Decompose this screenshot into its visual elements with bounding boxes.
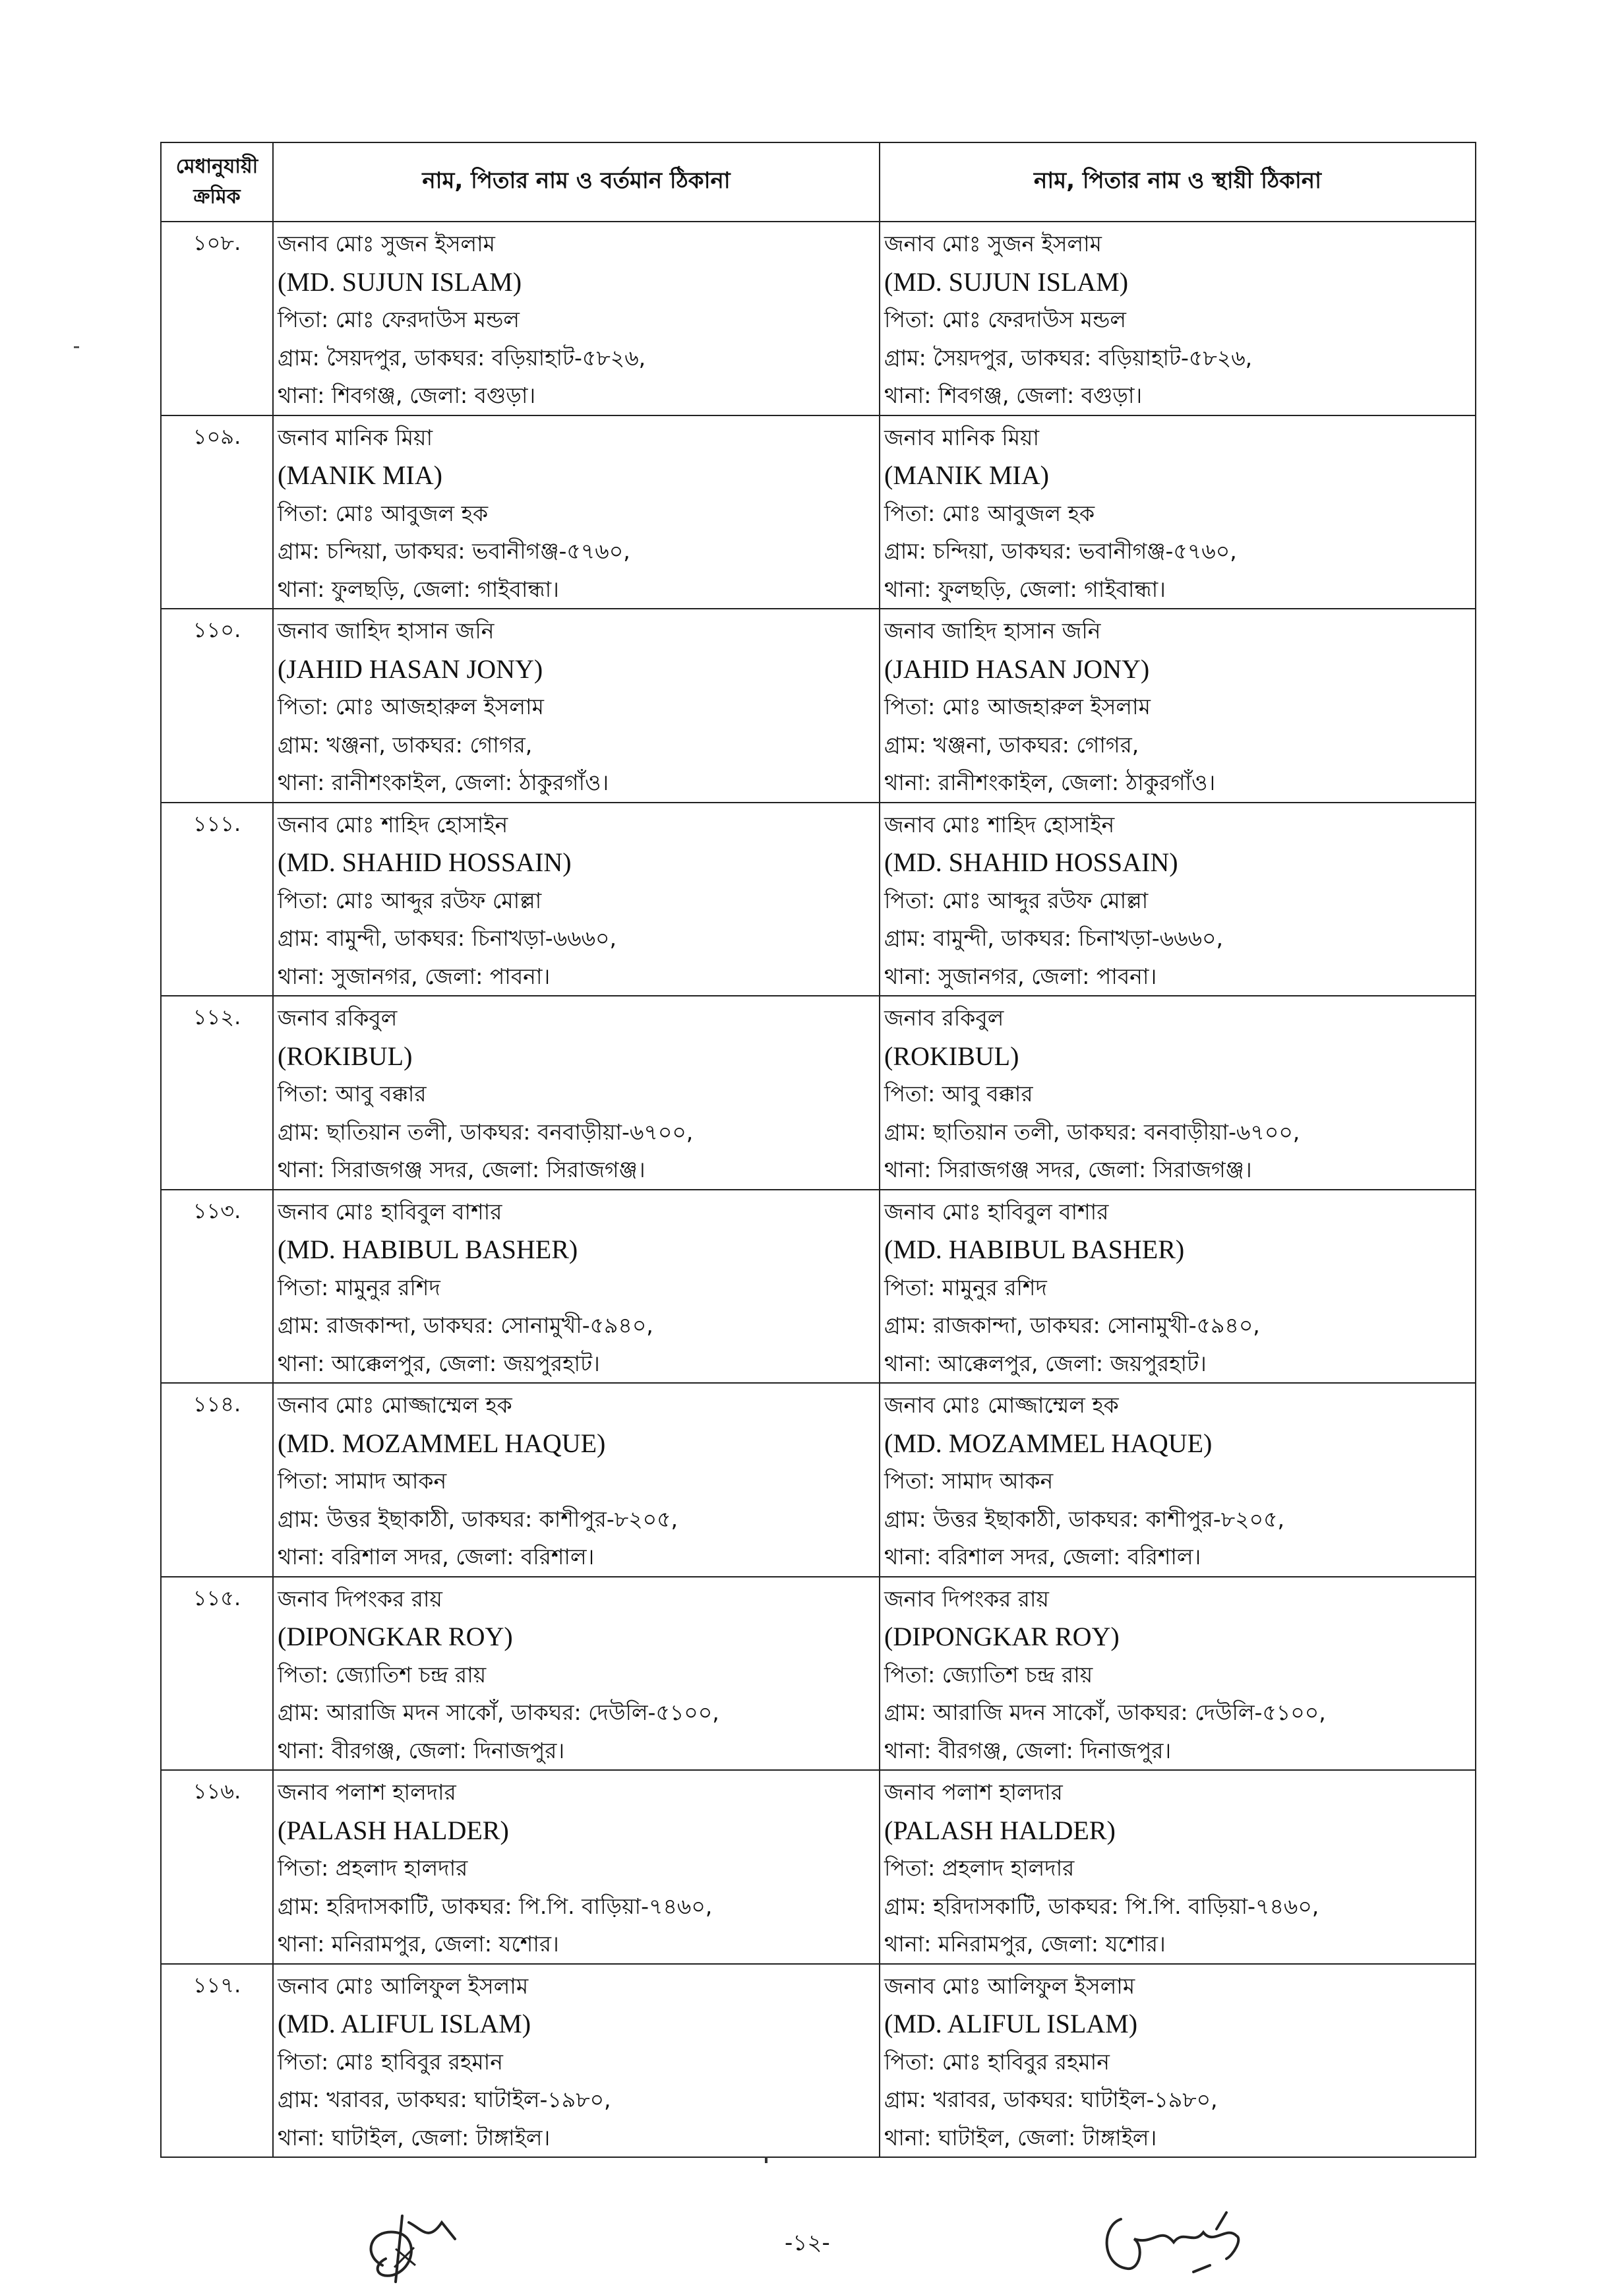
candidate-name: জনাব পলাশ হালদার [884, 1779, 1063, 1805]
permanent-address-cell [880, 996, 1476, 1190]
father-name: পিতা: মামুনুর রশিদ [884, 1274, 1047, 1300]
table-row [161, 1577, 1476, 1771]
thana-district: থানা: বরিশাল সদর, জেলা: বরিশাল। [278, 1544, 595, 1570]
father-name: পিতা: মামুনুর রশিদ [278, 1274, 440, 1300]
serial-number: ১১৪. [161, 1383, 273, 1577]
present-address-cell [273, 1770, 880, 1964]
candidate-name: জনাব মানিক মিয়া [884, 424, 1040, 450]
candidate-name-english: (ROKIBUL) [278, 1041, 413, 1071]
thana-district: থানা: শিবগঞ্জ, জেলা: বগুড়া। [884, 382, 1143, 408]
father-name: পিতা: মোঃ আজহারুল ইসলাম [278, 694, 544, 719]
table-body [161, 222, 1476, 2157]
candidate-name: জনাব পলাশ হালদার [278, 1779, 456, 1805]
village-post-office: গ্রাম: হরিদাসকাটি, ডাকঘর: পি.পি. বাড়িয়া-৭৪৬০, [884, 1893, 1319, 1919]
header-present-address: নাম, পিতার নাম ও বর্তমান ঠিকানা [273, 142, 880, 222]
candidate-name: জনাব মোঃ শাহিদ হোসাইন [884, 811, 1115, 838]
serial-number: ১১২. [161, 996, 273, 1190]
candidate-name-english: (DIPONGKAR ROY) [278, 1622, 513, 1651]
candidate-name-english: (JAHID HASAN JONY) [884, 654, 1150, 684]
father-name: পিতা: জ্যোতিশ চন্দ্র রায় [884, 1661, 1093, 1688]
serial-number: ১১৬. [161, 1770, 273, 1964]
serial-number: ১১৫. [161, 1577, 273, 1771]
candidate-name: জনাব মোঃ সুজন ইসলাম [884, 231, 1102, 257]
header-permanent-address: নাম, পিতার নাম ও স্থায়ী ঠিকানা [880, 142, 1476, 222]
candidate-name: জনাব মানিক মিয়া [278, 424, 433, 450]
thana-district: থানা: রানীশংকাইল, জেলা: ঠাকুরগাঁও। [884, 770, 1216, 795]
father-name: পিতা: সামাদ আকন [884, 1468, 1054, 1494]
candidate-name: জনাব মোঃ মোজ্জাম্মেল হক [278, 1392, 512, 1418]
candidate-name-english: (MD. SHAHID HOSSAIN) [884, 847, 1178, 877]
margin-mark [74, 346, 79, 348]
father-name: পিতা: মোঃ ফেরদাউস মন্ডল [884, 307, 1126, 332]
candidate-name-english: (MD. ALIFUL ISLAM) [884, 2009, 1138, 2038]
permanent-address-cell [880, 1964, 1476, 2158]
thana-district: থানা: মনিরামপুর, জেলা: যশোর। [884, 1931, 1166, 1957]
father-name: পিতা: আবু বক্কার [884, 1081, 1033, 1107]
village-post-office: গ্রাম: চন্দিয়া, ডাকঘর: ভবানীগঞ্জ-৫৭৬০, [884, 538, 1237, 564]
candidate-name-english: (MD. MOZAMMEL HAQUE) [884, 1428, 1213, 1458]
village-post-office: গ্রাম: রাজকান্দা, ডাকঘর: সোনামুখী-৫৯৪০, [884, 1312, 1260, 1338]
present-address-cell [273, 1383, 880, 1577]
signature-left [356, 2203, 475, 2288]
thana-district: থানা: সুজানগর, জেলা: পাবনা। [278, 963, 551, 989]
thana-district: থানা: সিরাজগঞ্জ সদর, জেলা: সিরাজগঞ্জ। [278, 1157, 646, 1182]
village-post-office: গ্রাম: খরাবর, ডাকঘর: ঘাটাইল-১৯৮০, [278, 2087, 611, 2112]
page-number: -১২- [785, 2230, 830, 2256]
candidate-name: জনাব রকিবুল [278, 1005, 398, 1031]
candidate-name-english: (DIPONGKAR ROY) [884, 1622, 1120, 1651]
village-post-office: গ্রাম: ছাতিয়ান তলী, ডাকঘর: বনবাড়ীয়া-৬৭০০, [884, 1118, 1300, 1145]
candidate-name: জনাব জাহিদ হাসান জনি [884, 618, 1101, 644]
village-post-office: গ্রাম: রাজকান্দা, ডাকঘর: সোনামুখী-৫৯৪০, [278, 1312, 653, 1338]
village-post-office: গ্রাম: উত্তর ইছাকাঠী, ডাকঘর: কাশীপুর-৮২০৫, [278, 1506, 678, 1532]
permanent-address-cell [880, 222, 1476, 415]
candidate-name: জনাব জাহিদ হাসান জনি [278, 618, 495, 644]
table-header-row [161, 142, 1476, 222]
signature-right [1095, 2199, 1266, 2279]
table-row [161, 415, 1476, 609]
thana-district: থানা: বীরগঞ্জ, জেলা: দিনাজপুর। [278, 1737, 565, 1763]
present-address-cell [273, 1964, 880, 2158]
candidate-name-english: (JAHID HASAN JONY) [278, 654, 543, 684]
candidate-name: জনাব মোঃ আলিফুল ইসলাম [278, 1973, 529, 1999]
father-name: পিতা: মোঃ আবুজল হক [278, 500, 489, 526]
candidate-name-english: (MD. SHAHID HOSSAIN) [278, 847, 572, 877]
table-row [161, 803, 1476, 996]
permanent-address-cell [880, 1770, 1476, 1964]
village-post-office: গ্রাম: খঞ্জনা, ডাকঘর: গোগর, [278, 731, 533, 758]
serial-number: ১১৩. [161, 1190, 273, 1384]
village-post-office: গ্রাম: সৈয়দপুর, ডাকঘর: বড়িয়াহাট-৫৮২৬, [278, 344, 646, 371]
village-post-office: গ্রাম: বামুন্দী, ডাকঘর: চিনাখড়া-৬৬৬০, [278, 925, 617, 951]
present-address-cell [273, 415, 880, 609]
present-address-cell [273, 222, 880, 415]
permanent-address-cell [880, 803, 1476, 996]
candidate-name-english: (MD. SUJUN ISLAM) [884, 266, 1129, 297]
scan-mark [765, 2157, 767, 2163]
candidate-name: জনাব দিপংকর রায় [884, 1585, 1049, 1612]
table-row [161, 1770, 1476, 1964]
candidate-name: জনাব মোঃ মোজ্জাম্মেল হক [884, 1392, 1119, 1418]
permanent-address-cell [880, 1190, 1476, 1384]
present-address-cell [273, 609, 880, 803]
village-post-office: গ্রাম: সৈয়দপুর, ডাকঘর: বড়িয়াহাট-৫৮২৬, [884, 344, 1253, 371]
table-row [161, 1964, 1476, 2158]
candidate-name-english: (MD. SUJUN ISLAM) [278, 266, 522, 297]
present-address-cell [273, 996, 880, 1190]
thana-district: থানা: বরিশাল সদর, জেলা: বরিশাল। [884, 1544, 1201, 1570]
candidate-name-english: (MD. HABIBUL BASHER) [884, 1235, 1185, 1264]
permanent-address-cell [880, 415, 1476, 609]
candidate-name-english: (PALASH HALDER) [884, 1815, 1116, 1845]
father-name: পিতা: প্রহলাদ হালদার [884, 1855, 1075, 1881]
thana-district: থানা: সুজানগর, জেলা: পাবনা। [884, 963, 1157, 989]
thana-district: থানা: ফুলছড়ি, জেলা: গাইবান্ধা। [884, 576, 1166, 602]
header-serial-line2: ক্রমিক [193, 185, 241, 208]
father-name: পিতা: সামাদ আকন [278, 1468, 447, 1494]
father-name: পিতা: মোঃ হাবিবুর রহমান [884, 2048, 1110, 2075]
father-name: পিতা: প্রহলাদ হালদার [278, 1855, 468, 1881]
father-name: পিতা: মোঃ হাবিবুর রহমান [278, 2048, 503, 2075]
present-address-cell [273, 1577, 880, 1771]
present-address-cell [273, 803, 880, 996]
serial-number: ১০৮. [161, 222, 273, 415]
father-name: পিতা: মোঃ আব্দুর রউফ মোল্লা [884, 887, 1149, 913]
father-name: পিতা: মোঃ আব্দুর রউফ মোল্লা [278, 887, 542, 913]
page-footer [0, 2199, 1624, 2292]
village-post-office: গ্রাম: বামুন্দী, ডাকঘর: চিনাখড়া-৬৬৬০, [884, 925, 1224, 951]
village-post-office: গ্রাম: চন্দিয়া, ডাকঘর: ভবানীগঞ্জ-৫৭৬০, [278, 538, 630, 564]
candidate-name: জনাব মোঃ হাবিবুল বাশার [278, 1198, 502, 1225]
father-name: পিতা: জ্যোতিশ চন্দ্র রায় [278, 1661, 487, 1688]
village-post-office: গ্রাম: আরাজি মদন সাকোঁ, ডাকঘর: দেউলি-৫১০০, [884, 1699, 1326, 1725]
village-post-office: গ্রাম: আরাজি মদন সাকোঁ, ডাকঘর: দেউলি-৫১০০, [278, 1699, 719, 1725]
thana-district: থানা: মনিরামপুর, জেলা: যশোর। [278, 1931, 559, 1957]
header-serial [161, 142, 273, 222]
merit-list-table [160, 142, 1476, 2158]
village-post-office: গ্রাম: উত্তর ইছাকাঠী, ডাকঘর: কাশীপুর-৮২০৫, [884, 1506, 1285, 1532]
table-row [161, 1383, 1476, 1577]
village-post-office: গ্রাম: খরাবর, ডাকঘর: ঘাটাইল-১৯৮০, [884, 2087, 1218, 2112]
thana-district: থানা: ফুলছড়ি, জেলা: গাইবান্ধা। [278, 576, 559, 602]
serial-number: ১১০. [161, 609, 273, 803]
candidate-name-english: (PALASH HALDER) [278, 1815, 509, 1845]
father-name: পিতা: আবু বক্কার [278, 1081, 427, 1107]
candidate-name-english: (MD. HABIBUL BASHER) [278, 1235, 578, 1264]
table-row [161, 222, 1476, 415]
village-post-office: গ্রাম: হরিদাসকাটি, ডাকঘর: পি.পি. বাড়িয়া-৭৪৬০, [278, 1893, 713, 1919]
thana-district: থানা: শিবগঞ্জ, জেলা: বগুড়া। [278, 382, 536, 408]
permanent-address-cell [880, 1383, 1476, 1577]
candidate-name-english: (MANIK MIA) [884, 460, 1049, 490]
candidate-name: জনাব রকিবুল [884, 1005, 1004, 1031]
thana-district: থানা: ঘাটাইল, জেলা: টাঙ্গাইল। [884, 2124, 1157, 2151]
permanent-address-cell [880, 609, 1476, 803]
candidate-name-english: (MD. ALIFUL ISLAM) [278, 2009, 531, 2038]
thana-district: থানা: আক্কেলপুর, জেলা: জয়পুরহাট। [278, 1350, 600, 1376]
candidate-name-english: (ROKIBUL) [884, 1041, 1019, 1071]
thana-district: থানা: বীরগঞ্জ, জেলা: দিনাজপুর। [884, 1737, 1172, 1763]
present-address-cell [273, 1190, 880, 1384]
serial-number: ১১১. [161, 803, 273, 996]
village-post-office: গ্রাম: ছাতিয়ান তলী, ডাকঘর: বনবাড়ীয়া-৬৭০০, [278, 1118, 694, 1145]
father-name: পিতা: মোঃ আজহারুল ইসলাম [884, 694, 1151, 719]
table-row [161, 996, 1476, 1190]
candidate-name-english: (MD. MOZAMMEL HAQUE) [278, 1428, 606, 1458]
candidate-name: জনাব মোঃ হাবিবুল বাশার [884, 1198, 1109, 1225]
candidate-name-english: (MANIK MIA) [278, 460, 442, 490]
father-name: পিতা: মোঃ আবুজল হক [884, 500, 1095, 526]
father-name: পিতা: মোঃ ফেরদাউস মন্ডল [278, 307, 520, 332]
candidate-name: জনাব মোঃ শাহিদ হোসাইন [278, 811, 508, 838]
thana-district: থানা: আক্কেলপুর, জেলা: জয়পুরহাট। [884, 1350, 1207, 1376]
header-serial-line1: মেধানুযায়ী [175, 155, 258, 178]
village-post-office: গ্রাম: খঞ্জনা, ডাকঘর: গোগর, [884, 731, 1139, 758]
thana-district: থানা: রানীশংকাইল, জেলা: ঠাকুরগাঁও। [278, 770, 609, 795]
serial-number: ১০৯. [161, 415, 273, 609]
candidate-name: জনাব মোঃ আলিফুল ইসলাম [884, 1973, 1135, 1999]
candidate-name: জনাব মোঃ সুজন ইসলাম [278, 231, 495, 257]
candidate-name: জনাব দিপংকর রায় [278, 1585, 442, 1612]
permanent-address-cell [880, 1577, 1476, 1771]
serial-number: ১১৭. [161, 1964, 273, 2158]
thana-district: থানা: ঘাটাইল, জেলা: টাঙ্গাইল। [278, 2124, 551, 2151]
thana-district: থানা: সিরাজগঞ্জ সদর, জেলা: সিরাজগঞ্জ। [884, 1157, 1252, 1182]
table-row [161, 1190, 1476, 1384]
table-row [161, 609, 1476, 803]
